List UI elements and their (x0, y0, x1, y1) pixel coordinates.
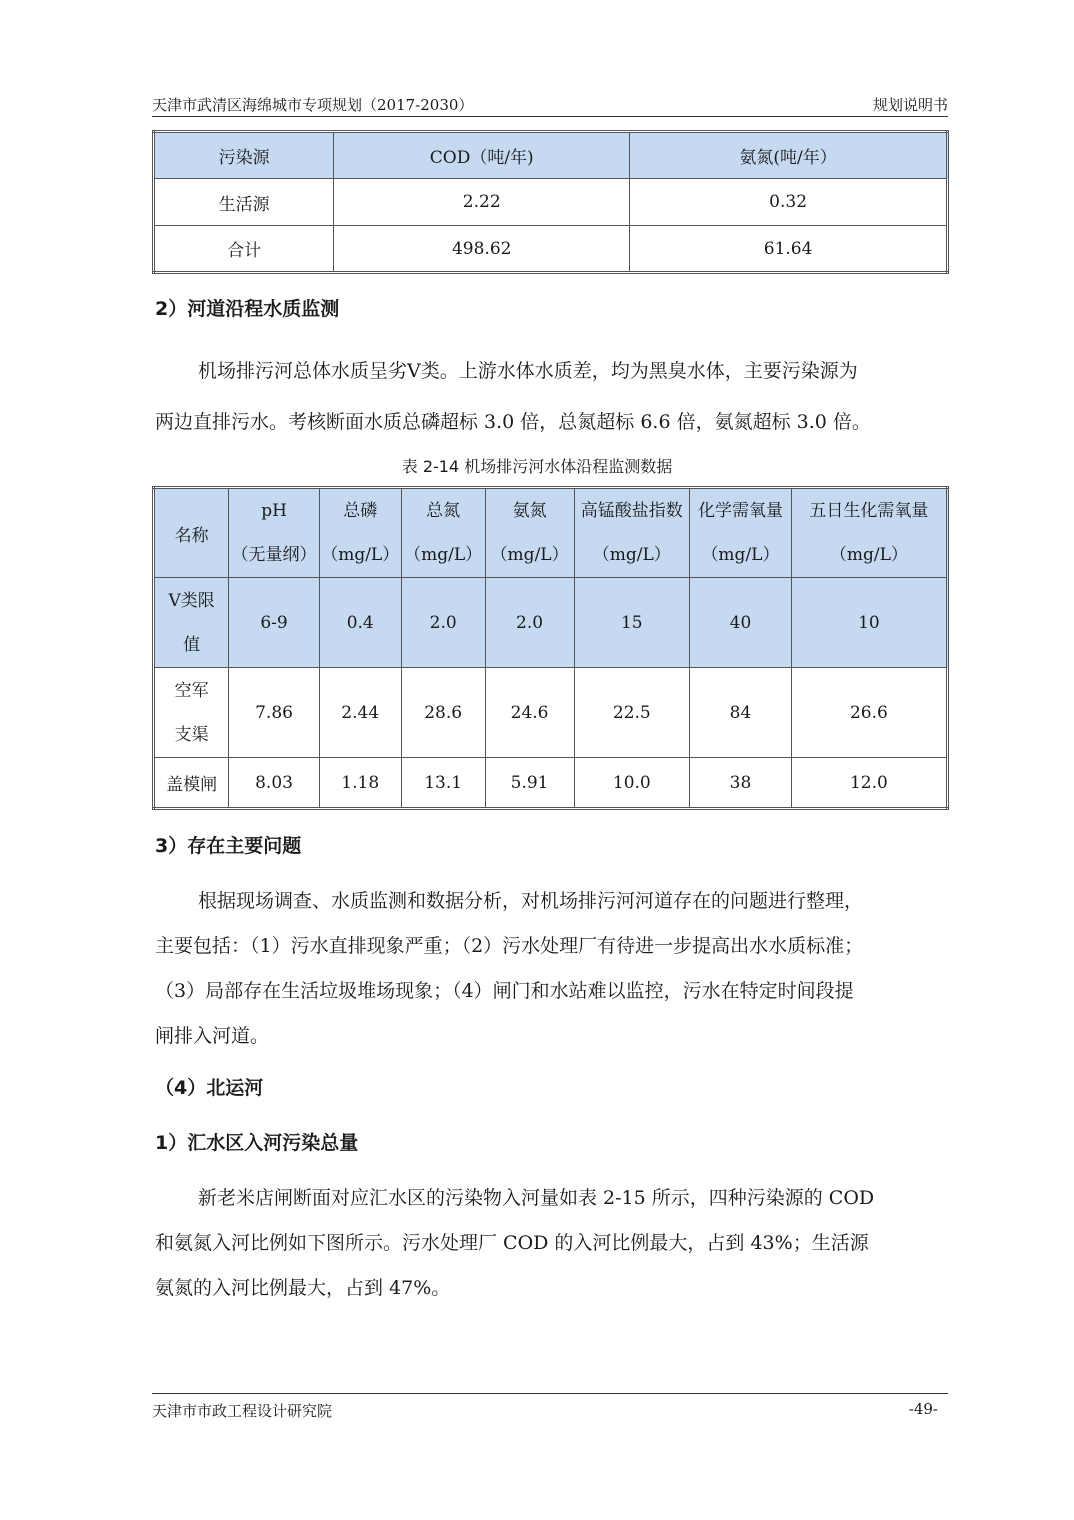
row-label: 空军 支渠 (154, 668, 229, 758)
monitoring-data-table (152, 486, 949, 810)
section-heading: （4）北运河 (155, 1077, 264, 1099)
table-cell: 84 (690, 668, 792, 758)
table-cell: 5.91 (485, 758, 574, 809)
table-header-row (154, 132, 948, 179)
table-cell: 0.4 (319, 578, 401, 668)
table-cell: 61.64 (630, 226, 948, 273)
table-cell: 26.6 (791, 668, 947, 758)
table-cell: 1.18 (319, 758, 401, 809)
page-footer (152, 1393, 948, 1424)
header-cell: 氨氮 （mg/L） (485, 488, 574, 578)
paragraph-line: 机场排污河总体水质呈劣Ⅴ类。上游水体水质差，均为黑臭水体，主要污染源为 (198, 360, 858, 382)
paragraph-line: 氨氮的入河比例最大，占到 47%。 (155, 1277, 451, 1299)
table-cell: 2.0 (401, 578, 485, 668)
table-cell: 28.6 (401, 668, 485, 758)
table-cell: 2.44 (319, 668, 401, 758)
header-cell: 总氮 （mg/L） (401, 488, 485, 578)
table-cell: 2.22 (334, 179, 630, 226)
footer-organization: 天津市市政工程设计研究院 (152, 1402, 333, 1420)
section-heading: 2）河道沿程水质监测 (155, 298, 340, 320)
table-cell: 15 (574, 578, 690, 668)
section-heading: 1）汇水区入河污染总量 (155, 1132, 359, 1154)
header-cell: 名称 (154, 488, 229, 578)
table-cell: 2.0 (485, 578, 574, 668)
table-cell: 生活源 (154, 179, 334, 226)
row-label: 盖模闸 (154, 758, 229, 809)
table-cell: 10.0 (574, 758, 690, 809)
table-cell: 10 (791, 578, 947, 668)
table-cell: 合计 (154, 226, 334, 273)
header-cell: 总磷 （mg/L） (319, 488, 401, 578)
table-cell: 24.6 (485, 668, 574, 758)
table-cell: 13.1 (401, 758, 485, 809)
table-cell: 8.03 (229, 758, 319, 809)
table-row (154, 758, 948, 809)
table-cell: 498.62 (334, 226, 630, 273)
table-row (154, 179, 948, 226)
table-cell: 0.32 (630, 179, 948, 226)
header-cell: 氨氮(吨/年） (630, 132, 948, 179)
paragraph-line: （3）局部存在生活垃圾堆场现象；（4）闸门和水站难以监控，污水在特定时间段提 (155, 980, 854, 1002)
paragraph-line: 闸排入河道。 (155, 1025, 270, 1047)
paragraph-line: 主要包括：（1）污水直排现象严重；（2）污水处理厂有待进一步提高出水水质标准； (155, 935, 864, 957)
header-cell: 五日生化需氧量 （mg/L） (791, 488, 947, 578)
table-cell: 38 (690, 758, 792, 809)
table-row (154, 578, 948, 668)
header-title: 天津市武清区海绵城市专项规划（2017-2030） (152, 96, 474, 114)
table-row (154, 226, 948, 273)
header-cell: COD（吨/年) (334, 132, 630, 179)
paragraph-line: 两边直排污水。考核断面水质总磷超标 3.0 倍，总氮超标 6.6 倍，氨氮超标 3.0 倍。 (155, 411, 871, 433)
header-cell: 化学需氧量 （mg/L） (690, 488, 792, 578)
table-cell: 22.5 (574, 668, 690, 758)
page-header (152, 92, 948, 117)
page-number: -49- (908, 1400, 938, 1418)
header-cell: 污染源 (154, 132, 334, 179)
table-header-row (154, 488, 948, 578)
table-row (154, 668, 948, 758)
header-cell: pH （无量纲） (229, 488, 319, 578)
section-heading: 3）存在主要问题 (155, 835, 302, 857)
pollution-source-table (152, 130, 949, 274)
table-cell: 12.0 (791, 758, 947, 809)
paragraph-line: 新老米店闸断面对应汇水区的污染物入河量如表 2-15 所示，四种污染源的 COD (198, 1187, 875, 1209)
table-cell: 7.86 (229, 668, 319, 758)
header-doc-type: 规划说明书 (872, 96, 948, 114)
table-cell: 40 (690, 578, 792, 668)
table-caption: 表 2-14 机场排污河水体沿程监测数据 (401, 457, 673, 476)
table-cell: 6-9 (229, 578, 319, 668)
paragraph-line: 和氨氮入河比例如下图所示。污水处理厂 COD 的入河比例最大，占到 43%；生活源 (155, 1232, 869, 1254)
header-cell: 高锰酸盐指数 （mg/L） (574, 488, 690, 578)
paragraph-line: 根据现场调查、水质监测和数据分析，对机场排污河河道存在的问题进行整理， (198, 890, 864, 912)
row-label: Ⅴ类限 值 (154, 578, 229, 668)
